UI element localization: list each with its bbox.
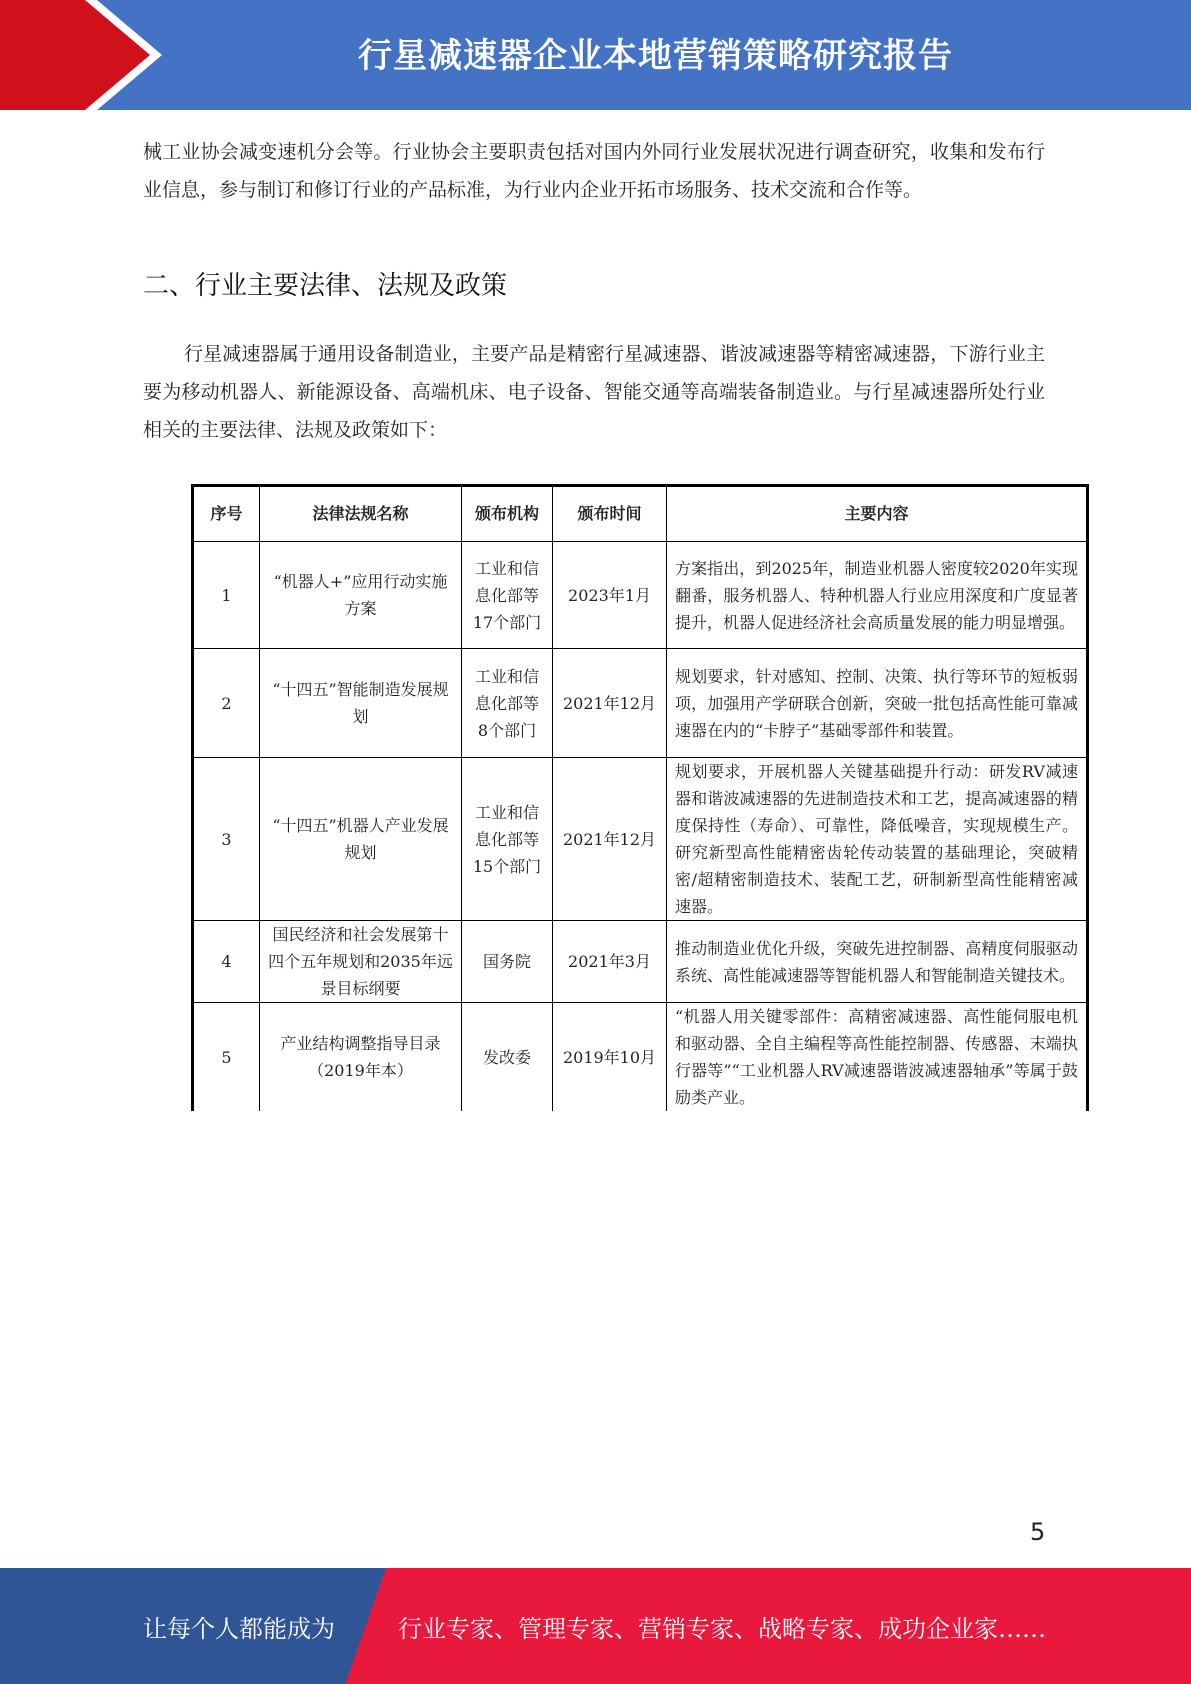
row-issuer: 发改委 — [462, 1003, 553, 1112]
row-num: 3 — [193, 758, 260, 921]
table-header-row — [193, 486, 1088, 542]
header-content: 主要内容 — [667, 486, 1088, 542]
row-date: 2023年1月 — [553, 542, 667, 649]
row-date: 2021年3月 — [553, 921, 667, 1003]
row-law-name: 产业结构调整指导目录（2019年本） — [260, 1003, 462, 1112]
header-issuer: 颁布机构 — [462, 486, 553, 542]
row-law-name: “十四五”机器人产业发展规划 — [260, 758, 462, 921]
section-heading: 二、行业主要法律、法规及政策 — [143, 271, 508, 301]
laws-policies-table — [191, 484, 1089, 1111]
header-date: 颁布时间 — [553, 486, 667, 542]
page-number: 5 — [1030, 1518, 1046, 1546]
table-row — [193, 649, 1088, 758]
header-num: 序号 — [193, 486, 260, 542]
row-law-name: “十四五”智能制造发展规划 — [260, 649, 462, 758]
row-issuer: 国务院 — [462, 921, 553, 1003]
row-content: 规划要求，开展机器人关键基础提升行动：研发RV减速器和谐波减速器的先进制造技术和工艺，提高减速器的精度保持性（寿命）、可靠性，降低噪音，实现规模生产。研究新型高性能精密齿轮传动装置的基础理论，突破精密/超精密制造技术、装配工艺，研制新型高性能精密减速器。 — [667, 758, 1088, 921]
row-num: 5 — [193, 1003, 260, 1112]
row-date: 2019年10月 — [553, 1003, 667, 1112]
row-law-name: “机器人+”应用行动实施方案 — [260, 542, 462, 649]
body-paragraph: 行星减速器属于通用设备制造业，主要产品是精密行星减速器、谐波减速器等精密减速器，下游行业主要为移动机器人、新能源设备、高端机床、电子设备、智能交通等高端装备制造业。与行星减速器所处行业相关的主要法律、法规及政策如下： — [143, 343, 1045, 441]
table-row — [193, 758, 1088, 921]
row-content: “机器人用关键零部件：高精密减速器、高性能伺服电机和驱动器、全自主编程等高性能控制器、传感器、末端执行器等”“工业机器人RV减速器谐波减速器轴承”等属于鼓励类产业。 — [667, 1003, 1088, 1112]
header-name: 法律法规名称 — [260, 486, 462, 542]
row-num: 4 — [193, 921, 260, 1003]
header-banner — [0, 0, 1191, 110]
row-content: 方案指出，到2025年，制造业机器人密度较2020年实现翻番，服务机器人、特种机器人行业应用深度和广度显著提升，机器人促进经济社会高质量发展的能力明显增强。 — [667, 542, 1088, 649]
table-row — [193, 542, 1088, 649]
row-law-name: 国民经济和社会发展第十四个五年规划和2035年远景目标纲要 — [260, 921, 462, 1003]
intro-paragraph: 械工业协会减变速机分会等。行业协会主要职责包括对国内外同行业发展状况进行调查研究，收集和发布行业信息，参与制订和修订行业的产品标准，为行业内企业开拓市场服务、技术交流和合作等。 — [143, 141, 1045, 201]
row-content: 规划要求，针对感知、控制、决策、执行等环节的短板弱项，加强用产学研联合创新，突破一批包括高性能可靠减速器在内的“卡脖子”基础零部件和装置。 — [667, 649, 1088, 758]
row-num: 2 — [193, 649, 260, 758]
row-issuer: 工业和信息化部等8个部门 — [462, 649, 553, 758]
table-row — [193, 921, 1088, 1003]
footer-banner — [0, 1568, 1191, 1684]
row-date: 2021年12月 — [553, 649, 667, 758]
footer-slogan-left: 让每个人都能成为 — [143, 1614, 335, 1643]
row-num: 1 — [193, 542, 260, 649]
footer-slogan-right: 行业专家、管理专家、营销专家、战略专家、成功企业家…… — [398, 1614, 1046, 1643]
table-row — [193, 1003, 1088, 1112]
row-content: 推动制造业优化升级，突破先进控制器、高精度伺服驱动系统、高性能减速器等智能机器人和智能制造关键技术。 — [667, 921, 1088, 1003]
row-issuer: 工业和信息化部等15个部门 — [462, 758, 553, 921]
row-date: 2021年12月 — [553, 758, 667, 921]
report-title: 行星减速器企业本地营销策略研究报告 — [358, 35, 953, 76]
row-issuer: 工业和信息化部等17个部门 — [462, 542, 553, 649]
